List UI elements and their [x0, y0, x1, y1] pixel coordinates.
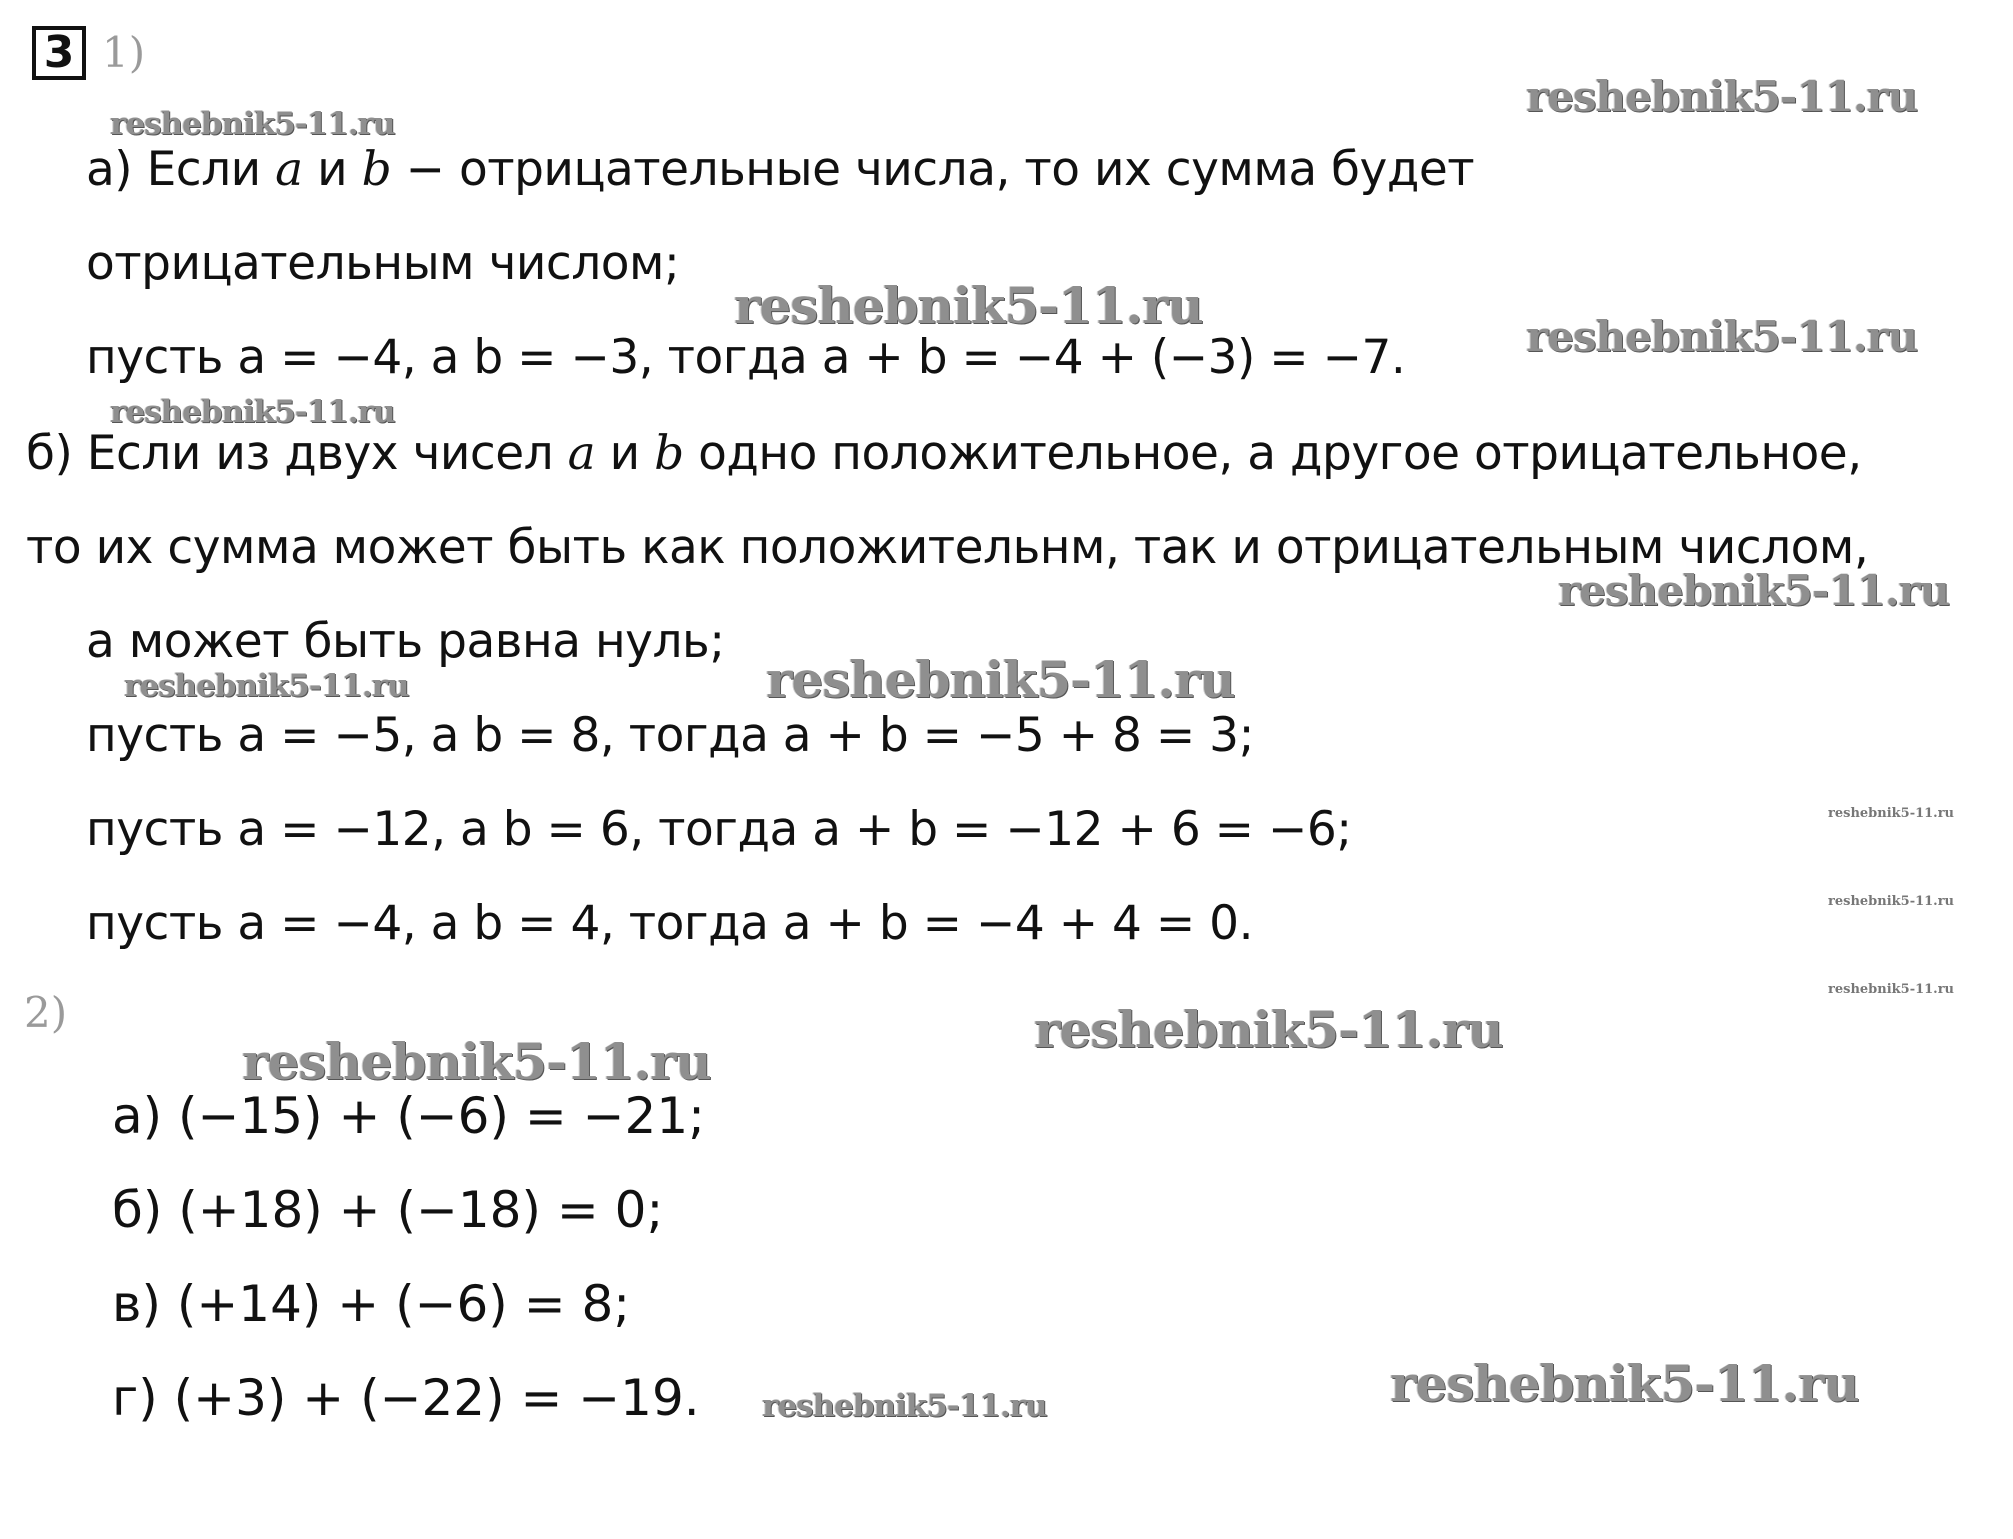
part-2-label: 2)	[24, 988, 68, 1037]
watermark: reshebnik5-11.ru	[1390, 1354, 1859, 1413]
part-1-label: 1)	[102, 28, 146, 77]
part1-b-line3: а может быть равна нуль;	[86, 614, 725, 669]
part1-a-line1-pre: а) Если	[86, 142, 276, 197]
part2-eq-v: в) (+14) + (−6) = 8;	[112, 1275, 631, 1333]
part2-eq-b: б) (+18) + (−18) = 0;	[112, 1181, 664, 1239]
variable-b: b	[654, 426, 684, 481]
watermark: reshebnik5-11.ru	[1526, 312, 1918, 361]
part1-a-line1	[86, 140, 1474, 200]
watermark: reshebnik5-11.ru	[242, 1032, 711, 1091]
part1-b-line1-post: одно положительное, а другое отрицательное,	[683, 426, 1862, 481]
watermark: reshebnik5-11.ru	[762, 1388, 1047, 1424]
part1-b-line1-pre: б) Если из двух чисел	[26, 426, 568, 481]
watermark: reshebnik5-11.ru	[124, 668, 409, 704]
variable-b: b	[361, 142, 392, 197]
watermark: reshebnik5-11.ru	[1558, 566, 1950, 615]
part1-b-line4: пусть a = −5, а b = 8, тогда a + b = −5 + 8 = 3;	[86, 708, 1254, 763]
watermark: reshebnik5-11.ru	[110, 106, 395, 142]
part1-b-line6: пусть a = −4, а b = 4, тогда a + b = −4 + 4 = 0.	[86, 896, 1254, 951]
watermark: reshebnik5-11.ru	[1828, 982, 1955, 997]
task-number-box: 3	[32, 26, 86, 80]
watermark: reshebnik5-11.ru	[1034, 1000, 1503, 1059]
watermark: reshebnik5-11.ru	[1828, 894, 1955, 909]
part2-eq-g: г) (+3) + (−22) = −19.	[112, 1369, 700, 1427]
part1-a-line3: пусть a = −4, а b = −3, тогда a + b = −4 + (−3) = −7.	[86, 330, 1406, 385]
watermark: reshebnik5-11.ru	[1526, 72, 1918, 121]
part2-eq-a: а) (−15) + (−6) = −21;	[112, 1087, 706, 1145]
variable-a: a	[567, 426, 596, 481]
watermark: reshebnik5-11.ru	[1828, 806, 1955, 821]
variable-a: a	[275, 142, 303, 197]
watermark: reshebnik5-11.ru	[110, 394, 395, 430]
part1-b-line5: пусть a = −12, а b = 6, тогда a + b = −12 + 6 = −6;	[86, 802, 1352, 857]
part1-a-line1-mid: и	[302, 142, 362, 197]
part1-b-line2: то их сумма может быть как положительнм, так и отрицательным числом,	[26, 520, 1869, 575]
part1-a-line1-post: − отрицательные числа, то их сумма будет	[391, 142, 1475, 197]
part1-b-line1	[26, 424, 1862, 484]
watermark: reshebnik5-11.ru	[734, 276, 1203, 335]
watermark: reshebnik5-11.ru	[766, 650, 1235, 709]
part1-b-line1-mid: и	[595, 426, 655, 481]
part1-a-line2: отрицательным числом;	[86, 236, 680, 291]
